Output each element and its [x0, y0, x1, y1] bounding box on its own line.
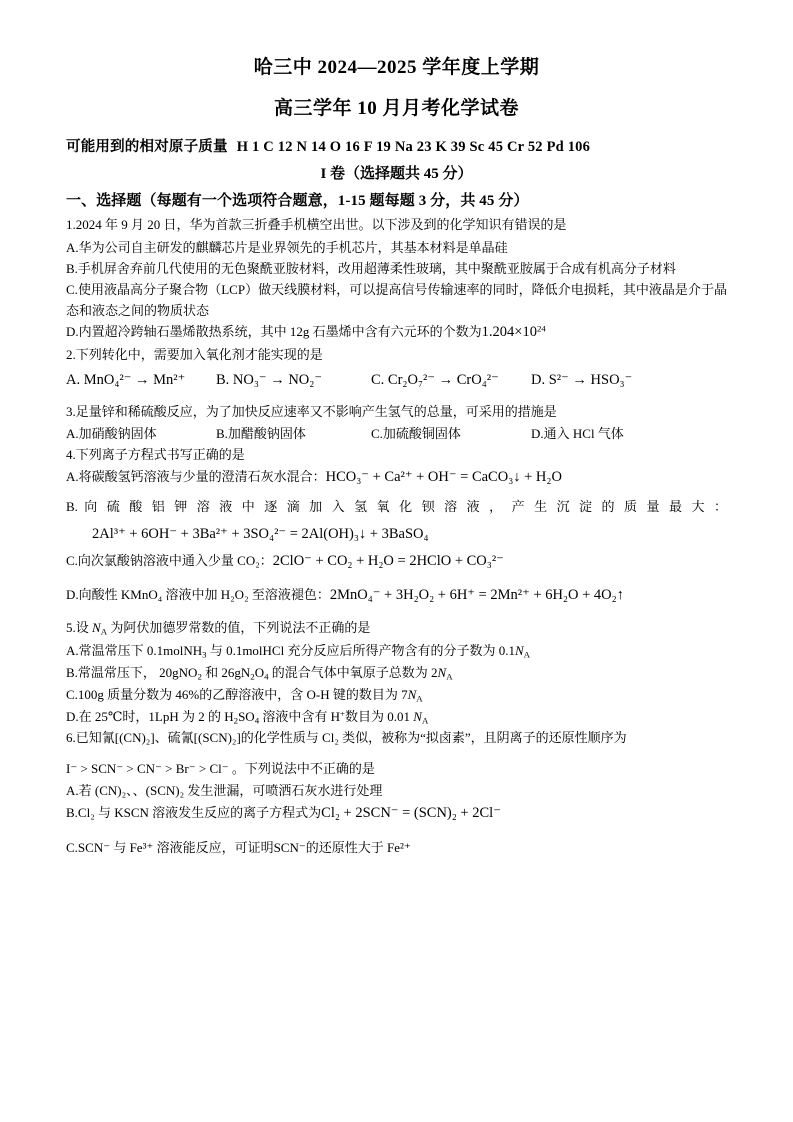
- question-4-option-a-equation: HCO₃⁻ + Ca²⁺ + OH⁻ = CaCO₃↓ + H₂O: [325, 468, 562, 485]
- question-6-stem: 6.已知氰[(CN)₂]、硫氰[(SCN)₂]的化学性质与 Cl₂ 类似，被称为“拟卤素”，且阴离子的还原性顺序为: [66, 730, 627, 746]
- atomic-mass-label: 可能用到的相对原子质量: [66, 139, 228, 155]
- question-1-option-d-exponent: 24: [536, 323, 546, 334]
- question-5-option-a: A.常温常压下 0.1molNH$_3$ 与 0.1molHCl 充分反应后所得产物含有的分子数为 $0.1N_A$: [66, 643, 531, 660]
- question-4-option-d-equation: 2MnO₄⁻ + 3H₂O₂ + 6H⁺ = 2Mn²⁺ + 6H₂O + 4O₂↑: [329, 586, 624, 603]
- avogadro-symbol: N: [92, 620, 101, 636]
- question-1-option-d-value: 1.204×10: [481, 323, 537, 340]
- question-2-option-a: A. MnO₄²⁻ → Mn²⁺: [66, 372, 186, 389]
- question-4-option-d-text: D.向酸性 KMnO₄ 溶液中加 H₂O₂ 至溶液褪色：: [66, 586, 330, 602]
- question-4-option-b-text: B. 向 硫 酸 铝 钾 溶 液 中 逐 滴 加 入 氢 氧 化 钡 溶 液 ， 产 生 沉 淀 的 质 量 最 大 ：: [66, 499, 727, 515]
- question-1-option-d-text: D.内置超冷跨轴石墨烯散热系统，其中 12g 石墨烯中含有六元环的个数为: [66, 323, 482, 339]
- question-3-option-b: B.加醋酸钠固体: [216, 425, 306, 441]
- paper-part-heading: I 卷（选择题共 45 分）: [320, 166, 473, 183]
- question-3-option-c: C.加硫酸铜固体: [371, 425, 461, 441]
- question-3-option-d: D.通入 HCl 气体: [531, 425, 624, 441]
- question-6-order-line: I⁻ > SCN⁻ > CN⁻ > Br⁻ > Cl⁻ 。下列说法中不正确的是: [66, 761, 375, 777]
- question-6-option-b-text: B.Cl₂ 与 KSCN 溶液发生反应的离子方程式为: [66, 804, 322, 820]
- question-2-option-c: C. Cr₂O₇²⁻ → CrO₄²⁻: [371, 372, 499, 389]
- atomic-mass-values: H 1 C 12 N 14 O 16 F 19 Na 23 K 39 Sc 45 Cr 52 Pd 106: [236, 139, 591, 155]
- atomic-mass-note: [66, 136, 727, 158]
- question-4-option-a: [66, 466, 727, 489]
- section-heading: 一、选择题（每题有一个选项符合题意，1-15 题每题 3 分，共 45 分）: [66, 193, 529, 210]
- question-1-option-a: A.华为公司自主研发的麒麟芯片是业界领先的手机芯片，其基本材料是单晶硅: [66, 239, 508, 255]
- question-6-option-b-equation: Cl₂ + 2SCN⁻ = (SCN)₂ + 2Cl⁻: [321, 804, 501, 821]
- question-2-options: [66, 369, 727, 392]
- question-3-options: [66, 423, 727, 444]
- page-title-line2: 高三学年 10 月月考化学试卷: [273, 98, 519, 119]
- question-4-option-b-equation: 2Al³⁺ + 6OH⁻ + 3Ba²⁺ + 3SO₄²⁻ = 2Al(OH)₃↓ + 3BaSO₄: [92, 525, 429, 542]
- question-4-option-c-text: C.向次氯酸钠溶液中通入少量 CO₂：: [66, 553, 273, 569]
- page-title-line1: 哈三中 2024—2025 学年度上学期: [253, 57, 540, 78]
- question-6-option-b: [66, 802, 727, 825]
- question-2-option-d: D. S²⁻ → HSO₃⁻: [531, 372, 633, 389]
- question-1-option-d: [66, 321, 727, 344]
- question-4-option-d: [66, 584, 727, 607]
- question-4-option-c-equation: 2ClO⁻ + CO₂ + H₂O = 2HClO + CO₃²⁻: [272, 553, 504, 570]
- question-5-option-b: B.常温常压下， 20gNO$_2$ 和 $26gN_2O_4$ 的混合气体中氧原子总数为 $2N_A$: [66, 665, 453, 682]
- question-5-option-d: D.在 25℃时，1LpH 为 2 的 $H_2SO_4$ 溶液中含有 H+数目为 0.01 $N_A$: [66, 708, 429, 726]
- question-6-option-c: C.SCN⁻ 与 Fe³⁺ 溶液能反应，可证明SCN⁻的还原性大于 Fe²⁺: [66, 839, 411, 855]
- question-4-option-a-text: A.将碳酸氢钙溶液与少量的澄清石灰水混合：: [66, 468, 326, 484]
- question-3-stem: 3.足量锌和稀硫酸反应，为了加快反应速率又不影响产生氢气的总量，可采用的措施是: [66, 403, 557, 419]
- question-4-stem: 4.下列离子方程式书写正确的是: [66, 446, 245, 462]
- question-6-option-a: A.若 (CN)₂、、(SCN)₂ 发生泄漏，可喷洒石灰水进行处理: [66, 783, 383, 799]
- question-5-option-c: C.100g 质量分数为 46%的乙醇溶液中，含 O-H 键的数目为 $7N_A$: [66, 686, 423, 704]
- question-1-stem: 1.2024 年 9 月 20 日，华为首款三折叠手机横空出世。以下涉及到的化学知识有错误的是: [66, 217, 567, 233]
- question-1-option-b: B.手机屏舍弃前几代使用的无色聚酰亚胺材料，改用超薄柔性玻璃，其中聚酰亚胺属于合成有机高分子材料: [66, 260, 676, 276]
- question-4-option-c: [66, 550, 727, 573]
- question-5-stem: 5.设 $N_A$ 为阿伏加德罗常数的值，下列说法不正确的是: [66, 620, 371, 637]
- question-1-option-c: C.使用液晶高分子聚合物（LCP）做天线膜材料，可以提高信号传输速率的同时，降低介电损耗，其中液晶是介于晶态和液态之间的物质状态: [66, 281, 727, 318]
- question-2-option-b: B. NO₃⁻ → NO₂⁻: [216, 372, 322, 389]
- question-3-option-a: A.加硝酸钠固体: [66, 425, 157, 441]
- question-2-stem: 2.下列转化中，需要加入氧化剂才能实现的是: [66, 347, 323, 363]
